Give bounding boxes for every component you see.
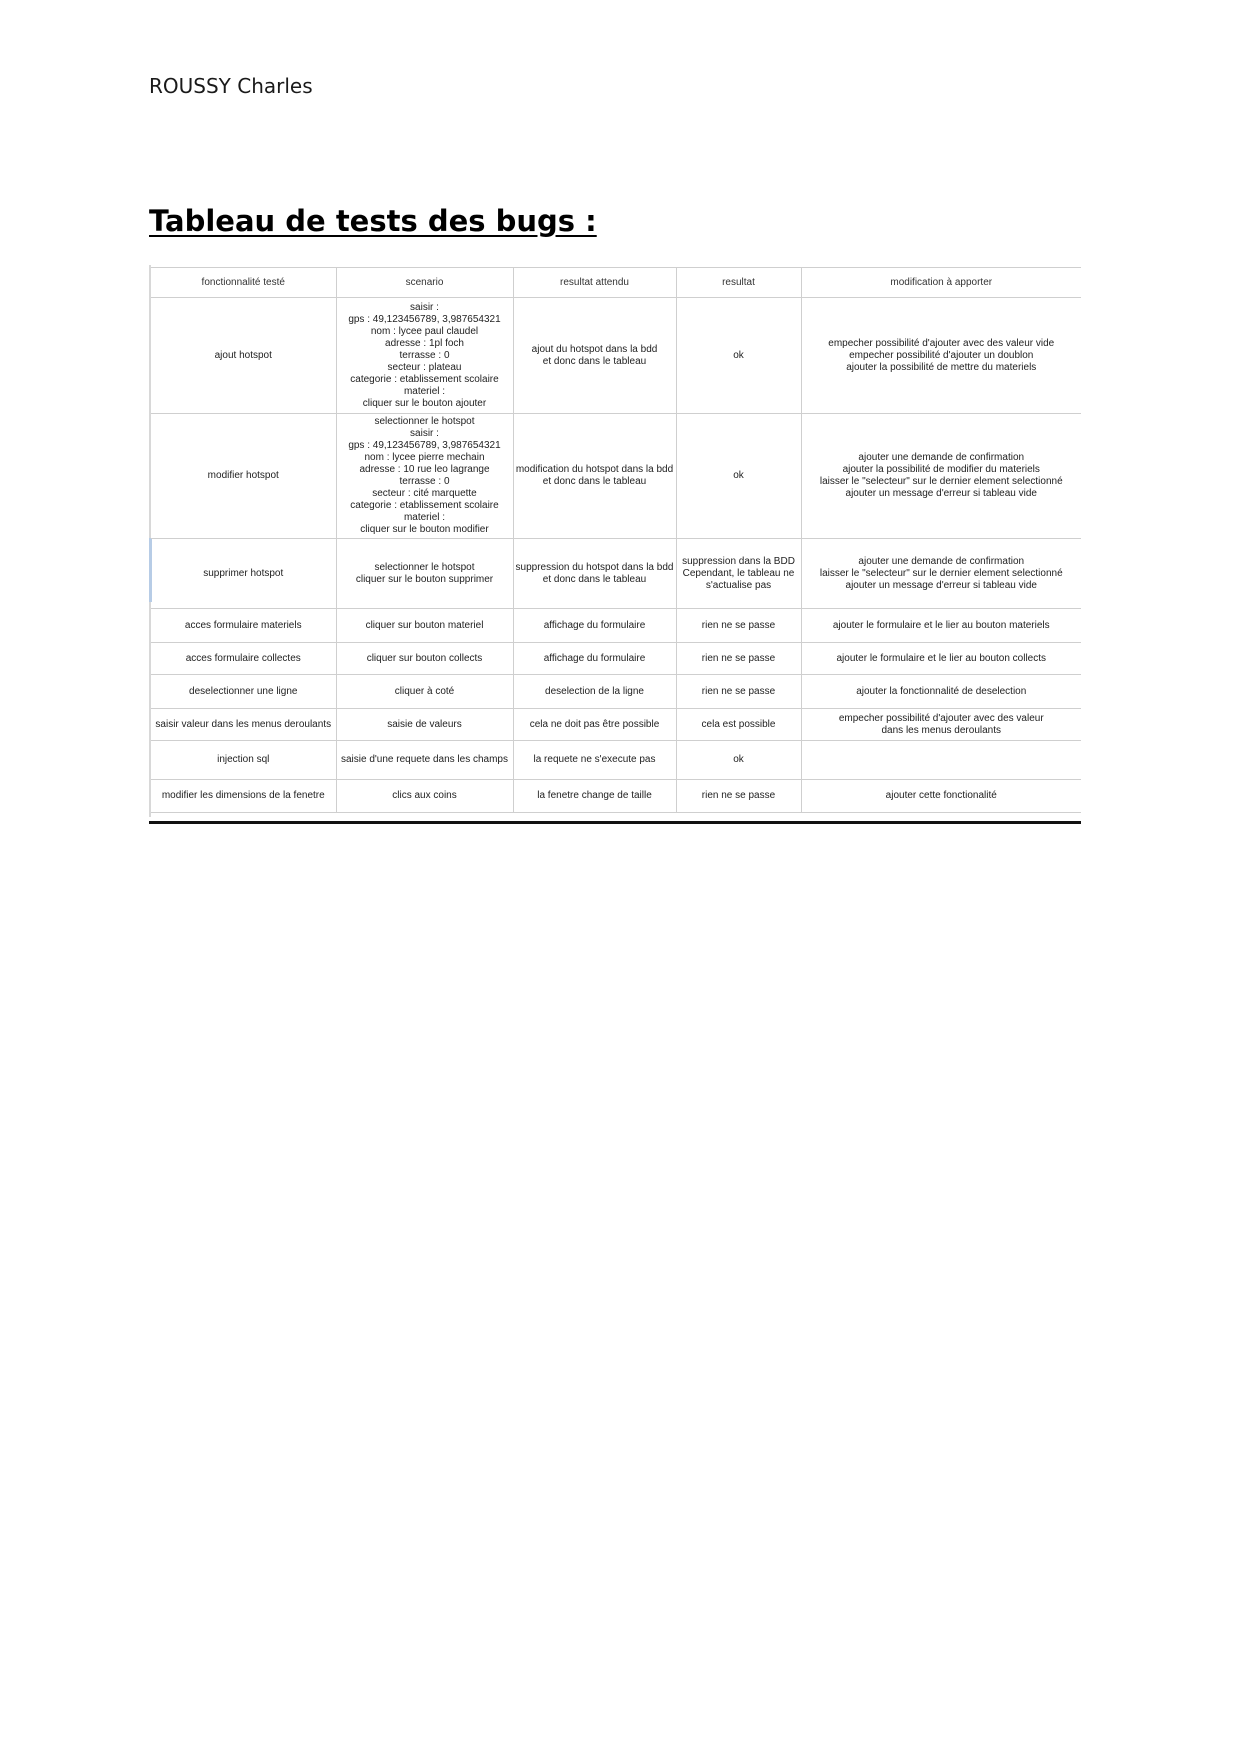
column-header-scenario: scenario	[336, 268, 513, 298]
cell-resultat-attendu: la requete ne s'execute pas	[513, 741, 676, 780]
cell-resultat: ok	[676, 741, 801, 780]
cell-resultat: rien ne se passe	[676, 780, 801, 813]
table-row	[151, 780, 1081, 813]
column-header-resultat: resultat	[676, 268, 801, 298]
cell-scenario: saisir : gps : 49,123456789, 3,987654321 nom : lycee paul claudel adresse : 1pl foch terrasse : 0 secteur : plateau categorie : etablissement scolaire materiel : cliquer sur le bouton ajouter	[336, 298, 513, 414]
author-name: ROUSSY Charles	[149, 74, 313, 98]
column-header-modification: modification à apporter	[801, 268, 1081, 298]
table-row	[151, 539, 1081, 609]
cell-modification: ajouter la fonctionnalité de deselection	[801, 675, 1081, 709]
cell-resultat: rien ne se passe	[676, 675, 801, 709]
cell-resultat: ok	[676, 414, 801, 539]
table-row	[151, 741, 1081, 780]
table-row	[151, 609, 1081, 643]
bug-test-table	[151, 267, 1081, 813]
document-title: Tableau de tests des bugs :	[149, 204, 597, 238]
cell-resultat-attendu: la fenetre change de taille	[513, 780, 676, 813]
cell-fonctionnalite: saisir valeur dans les menus deroulants	[151, 709, 336, 741]
cell-scenario: cliquer à coté	[336, 675, 513, 709]
cell-resultat: cela est possible	[676, 709, 801, 741]
table-bottom-rule	[149, 821, 1081, 824]
cell-scenario: selectionner le hotspot saisir : gps : 49,123456789, 3,987654321 nom : lycee pierre mechain adresse : 10 rue leo lagrange terrasse : 0 secteur : cité marquette categorie : etablissement scolaire materiel : cliquer sur le bouton modifier	[336, 414, 513, 539]
cell-scenario: saisie d'une requete dans les champs	[336, 741, 513, 780]
cell-resultat-attendu: cela ne doit pas être possible	[513, 709, 676, 741]
cell-fonctionnalite: supprimer hotspot	[151, 539, 336, 609]
cell-resultat-attendu: affichage du formulaire	[513, 643, 676, 675]
cell-fonctionnalite: injection sql	[151, 741, 336, 780]
cell-scenario: cliquer sur bouton collects	[336, 643, 513, 675]
cell-fonctionnalite: modifier les dimensions de la fenetre	[151, 780, 336, 813]
cell-fonctionnalite: acces formulaire collectes	[151, 643, 336, 675]
cell-fonctionnalite: ajout hotspot	[151, 298, 336, 414]
cell-fonctionnalite: acces formulaire materiels	[151, 609, 336, 643]
table-row	[151, 675, 1081, 709]
cell-scenario: saisie de valeurs	[336, 709, 513, 741]
cell-resultat: rien ne se passe	[676, 609, 801, 643]
cell-fonctionnalite: deselectionner une ligne	[151, 675, 336, 709]
table-row	[151, 298, 1081, 414]
cell-scenario: cliquer sur bouton materiel	[336, 609, 513, 643]
cell-resultat: ok	[676, 298, 801, 414]
cell-resultat: suppression dans la BDD Cependant, le tableau ne s'actualise pas	[676, 539, 801, 609]
table-row	[151, 643, 1081, 675]
cell-scenario: clics aux coins	[336, 780, 513, 813]
cell-modification: ajouter le formulaire et le lier au bouton collects	[801, 643, 1081, 675]
table-row	[151, 709, 1081, 741]
cell-resultat-attendu: ajout du hotspot dans la bdd et donc dans le tableau	[513, 298, 676, 414]
column-header-resultat-attendu: resultat attendu	[513, 268, 676, 298]
cell-modification: ajouter cette fonctionalité	[801, 780, 1081, 813]
cell-modification: empecher possibilité d'ajouter avec des valeur vide empecher possibilité d'ajouter un doublon ajouter la possibilité de mettre du materiels	[801, 298, 1081, 414]
cell-modification: ajouter une demande de confirmation ajouter la possibilité de modifier du materiels laisser le "selecteur" sur le dernier element selectionné ajouter un message d'erreur si tableau vide	[801, 414, 1081, 539]
cell-resultat-attendu: modification du hotspot dans la bdd et donc dans le tableau	[513, 414, 676, 539]
cell-resultat-attendu: deselection de la ligne	[513, 675, 676, 709]
cell-modification: ajouter le formulaire et le lier au bouton materiels	[801, 609, 1081, 643]
cell-resultat: rien ne se passe	[676, 643, 801, 675]
column-header-fonctionnalite: fonctionnalité testé	[151, 268, 336, 298]
cell-modification: empecher possibilité d'ajouter avec des valeur dans les menus deroulants	[801, 709, 1081, 741]
table-row	[151, 414, 1081, 539]
cell-modification: ajouter une demande de confirmation laisser le "selecteur" sur le dernier element selectionné ajouter un message d'erreur si tableau vide	[801, 539, 1081, 609]
cell-resultat-attendu: affichage du formulaire	[513, 609, 676, 643]
table-header-row	[151, 268, 1081, 298]
cell-resultat-attendu: suppression du hotspot dans la bdd et donc dans le tableau	[513, 539, 676, 609]
cell-modification	[801, 741, 1081, 780]
cell-scenario: selectionner le hotspot cliquer sur le bouton supprimer	[336, 539, 513, 609]
cell-fonctionnalite: modifier hotspot	[151, 414, 336, 539]
